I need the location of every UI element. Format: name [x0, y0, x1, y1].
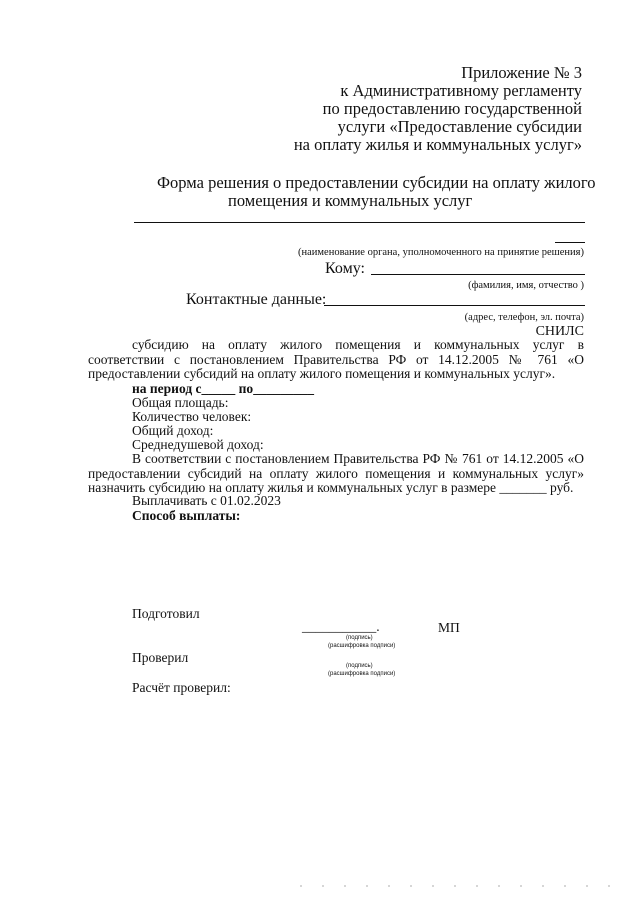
period-to-label: по: [238, 381, 254, 396]
prepared-signature-blank: ___________.: [302, 619, 380, 634]
total-income: Общий доход:: [132, 423, 214, 438]
period-from-blank: _____: [201, 381, 236, 396]
organ-name-line: [134, 222, 585, 223]
snils-label: СНИЛС: [535, 324, 584, 339]
prepared-by-label: Подготовил: [132, 606, 200, 621]
appendix-line-3: по предоставлению государственной: [322, 99, 582, 118]
pay-from: Выплачивать с 01.02.2023: [132, 493, 281, 508]
currency-unit: руб.: [550, 480, 574, 496]
assignment-paragraph: [88, 452, 584, 496]
payment-method-label: Способ выплаты:: [132, 508, 241, 523]
form-title-line-1: Форма решения о предоставлении субсидии на оплату жилого: [157, 173, 596, 192]
prepared-decode-caption: (расшифровка подписи): [328, 643, 396, 649]
prepared-sign-caption: (подпись): [346, 635, 373, 641]
form-title-line-2: помещения и коммунальных услуг: [228, 191, 473, 210]
per-capita-income: Среднедушевой доход:: [132, 437, 264, 452]
to-caption: (фамилия, имя, отчество ): [468, 280, 584, 291]
contacts-caption: (адрес, телефон, эл. почта): [464, 312, 584, 323]
scan-artifacts: [300, 885, 620, 887]
to-field-line: [371, 274, 585, 275]
assignment-text: В соответствии с постановлением Правительства РФ № 761 от 14.12.2005 «О предоставлении субсидий на оплату жилого помещения и коммунальных услуг» назначить субсидию на оплату жилья и коммунальных услуг в размере: [88, 451, 584, 496]
total-area: Общая площадь:: [132, 395, 229, 410]
appendix-number: Приложение № 3: [461, 63, 582, 82]
period-to-blank: _________: [253, 381, 314, 396]
stamp-place: МП: [438, 620, 460, 635]
contacts-label: Контактные данные:: [186, 291, 327, 308]
people-count: Количество человек:: [132, 409, 252, 424]
period-label: на период с: [132, 381, 202, 396]
checked-by-label: Проверил: [132, 650, 189, 665]
checked-decode-caption: (расшифровка подписи): [328, 671, 396, 677]
checked-sign-caption: (подпись): [346, 663, 373, 669]
calculation-checked-label: Расчёт проверил:: [132, 680, 231, 695]
organ-caption: (наименование органа, уполномоченного на принятие решения): [298, 247, 584, 258]
to-label: Кому:: [325, 260, 365, 277]
appendix-line-5: на оплату жилья и коммунальных услуг»: [293, 135, 582, 154]
contacts-field-line: [324, 305, 585, 306]
appendix-line-2: к Административному регламенту: [340, 81, 582, 100]
appendix-line-4: услуги «Предоставление субсидии: [337, 117, 582, 136]
organ-name-short-line: [555, 242, 585, 243]
amount-blank: _______: [499, 480, 547, 496]
decision-paragraph: субсидию на оплату жилого помещения и коммунальных услуг в соответствии с постановлением Правительства РФ от 14.12.2005 № 761 «О предоставлении субсидий на оплату жилого помещения и коммунальных услуг».: [88, 337, 584, 382]
